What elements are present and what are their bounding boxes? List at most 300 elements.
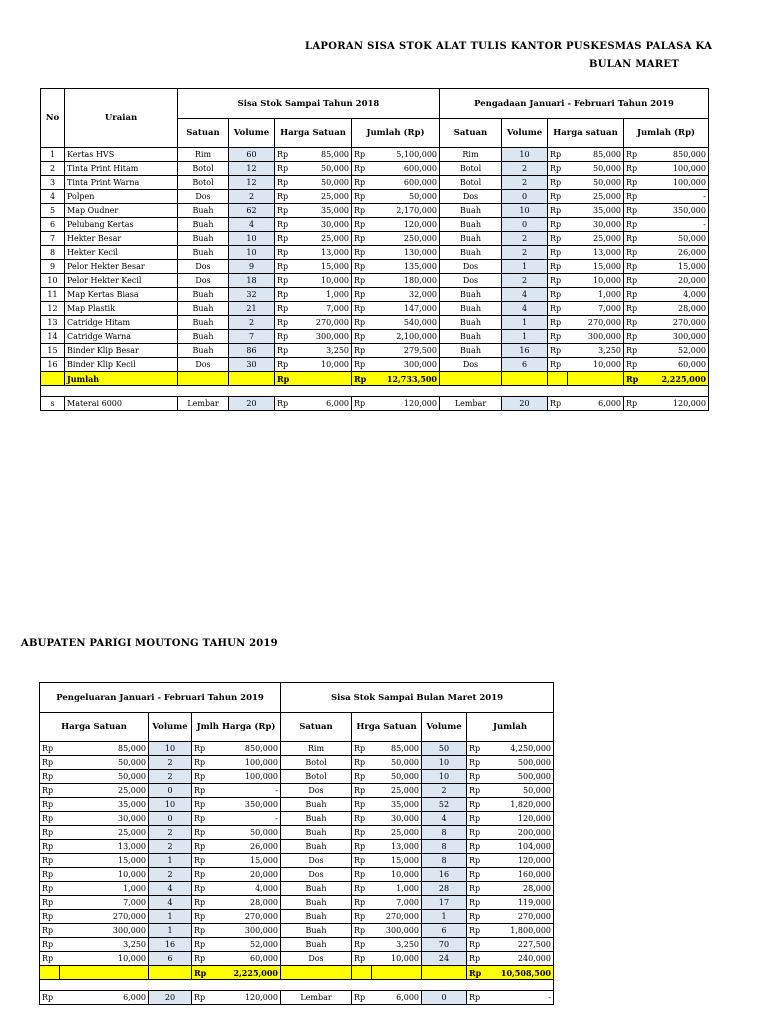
volume: 2 [149, 770, 192, 784]
currency-label: Rp [467, 938, 487, 952]
unit: Buah [178, 316, 229, 330]
unit-price: 1,000 [372, 882, 422, 896]
unit-price: 13,000 [568, 246, 624, 260]
unit-price: 1,000 [295, 288, 352, 302]
unit: Lembar [281, 991, 352, 1005]
volume: 8 [422, 826, 467, 840]
amount: 119,000 [487, 896, 554, 910]
report-title-continued: ABUPATEN PARIGI MOUTONG TAHUN 2019 [21, 638, 278, 649]
unit-price: 10,000 [568, 274, 624, 288]
currency-label: Rp [352, 868, 372, 882]
amount: 50,000 [372, 190, 440, 204]
empty-cell [40, 980, 554, 991]
amount: 100,000 [644, 176, 709, 190]
amount: 15,000 [644, 260, 709, 274]
currency-label: Rp [352, 302, 372, 316]
unit: Buah [178, 330, 229, 344]
empty-cell [178, 372, 229, 386]
volume: 2 [149, 826, 192, 840]
currency-label: Rp [548, 204, 568, 218]
unit: Dos [281, 952, 352, 966]
amount: 4,000 [644, 288, 709, 302]
currency-label: Rp [548, 176, 568, 190]
header-harga-satuan: Harga Satuan [40, 713, 149, 742]
unit-price: 15,000 [295, 260, 352, 274]
amount: 300,000 [212, 924, 281, 938]
unit-price: 25,000 [60, 826, 149, 840]
row-number: 4 [41, 190, 65, 204]
currency-label: Rp [467, 991, 487, 1005]
currency-label: Rp [275, 148, 295, 162]
currency-label: Rp [467, 798, 487, 812]
volume: 20 [502, 397, 548, 411]
volume: 1 [422, 910, 467, 924]
table-row [40, 770, 554, 784]
table-row [41, 232, 709, 246]
volume: 1 [502, 330, 548, 344]
table-row [41, 246, 709, 260]
unit-price: 35,000 [60, 798, 149, 812]
item-name: Map Oudner [65, 204, 178, 218]
volume: 2 [149, 840, 192, 854]
unit-price: 15,000 [60, 854, 149, 868]
currency-label: Rp [467, 784, 487, 798]
header-volume: Volume [502, 119, 548, 148]
empty-cell [422, 966, 467, 980]
unit-price: 7,000 [568, 302, 624, 316]
unit: Lembar [440, 397, 502, 411]
volume: 7 [229, 330, 275, 344]
table-row [41, 358, 709, 372]
unit: Rim [178, 148, 229, 162]
unit-price: 1,000 [60, 882, 149, 896]
spacer-row [41, 386, 709, 397]
volume: 10 [502, 204, 548, 218]
amount: 270,000 [212, 910, 281, 924]
amount: 300,000 [644, 330, 709, 344]
unit: Lembar [178, 397, 229, 411]
unit-price: 13,000 [60, 840, 149, 854]
currency-label: Rp [352, 854, 372, 868]
amount: 180,000 [372, 274, 440, 288]
amount: 52,000 [644, 344, 709, 358]
unit-price: 270,000 [568, 316, 624, 330]
currency-label: Rp [352, 826, 372, 840]
header-hrga-satuan: Hrga Satuan [352, 713, 422, 742]
amount: 1,800,000 [487, 924, 554, 938]
amount: - [644, 218, 709, 232]
currency-label: Rp [192, 952, 212, 966]
volume: 4 [149, 882, 192, 896]
currency-label: Rp [192, 924, 212, 938]
volume: 18 [229, 274, 275, 288]
volume: 12 [229, 176, 275, 190]
unit-price: 1,000 [568, 288, 624, 302]
volume: 70 [422, 938, 467, 952]
amount: 120,000 [487, 812, 554, 826]
unit: Dos [440, 274, 502, 288]
row-number: 9 [41, 260, 65, 274]
total-amount: 2,225,000 [212, 966, 281, 980]
total-row [41, 372, 709, 386]
volume: 2 [149, 868, 192, 882]
total-amount: 12,733,500 [372, 372, 440, 386]
table-row [40, 812, 554, 826]
currency-label: Rp [40, 938, 60, 952]
amount: 500,000 [487, 756, 554, 770]
currency-label: Rp [352, 204, 372, 218]
volume: 0 [149, 812, 192, 826]
unit: Botol [178, 176, 229, 190]
volume: 10 [149, 742, 192, 756]
table-row [41, 330, 709, 344]
currency-label: Rp [624, 344, 644, 358]
unit: Dos [281, 784, 352, 798]
amount: 250,000 [372, 232, 440, 246]
unit: Botol [440, 162, 502, 176]
row-number: 5 [41, 204, 65, 218]
currency-label: Rp [548, 260, 568, 274]
unit: Buah [281, 826, 352, 840]
unit-price: 50,000 [372, 770, 422, 784]
currency-label: Rp [192, 938, 212, 952]
currency-label: Rp [192, 868, 212, 882]
currency-label: Rp [352, 840, 372, 854]
unit: Dos [440, 358, 502, 372]
currency-label: Rp [548, 302, 568, 316]
currency-label: Rp [192, 966, 212, 980]
currency-label: Rp [467, 854, 487, 868]
volume: 4 [149, 896, 192, 910]
unit-price: 85,000 [295, 148, 352, 162]
header-jmlh-harga: Jmlh Harga (Rp) [192, 713, 281, 742]
unit: Buah [178, 246, 229, 260]
unit-price: 25,000 [568, 190, 624, 204]
amount: 120,000 [487, 854, 554, 868]
currency-label: Rp [352, 770, 372, 784]
amount: 15,000 [212, 854, 281, 868]
currency-label: Rp [352, 218, 372, 232]
unit-price: 270,000 [372, 910, 422, 924]
volume: 6 [502, 358, 548, 372]
table-row [40, 756, 554, 770]
report-subtitle: BULAN MARET [589, 59, 680, 70]
unit-price: 30,000 [60, 812, 149, 826]
currency-label: Rp [40, 896, 60, 910]
volume: 10 [422, 756, 467, 770]
unit: Buah [440, 204, 502, 218]
currency-label: Rp [548, 162, 568, 176]
currency-label: Rp [352, 148, 372, 162]
table-row [40, 742, 554, 756]
unit: Dos [178, 358, 229, 372]
currency-label: Rp [40, 826, 60, 840]
amount: 600,000 [372, 176, 440, 190]
amount: 270,000 [644, 316, 709, 330]
unit: Dos [440, 260, 502, 274]
materai-row [40, 991, 554, 1005]
volume: 32 [229, 288, 275, 302]
currency-label: Rp [467, 868, 487, 882]
amount: 350,000 [644, 204, 709, 218]
currency-label: Rp [352, 232, 372, 246]
volume: 10 [149, 798, 192, 812]
amount: 20,000 [212, 868, 281, 882]
volume: 16 [149, 938, 192, 952]
table-row [41, 204, 709, 218]
amount: 20,000 [644, 274, 709, 288]
row-number: s [41, 397, 65, 411]
currency-label: Rp [352, 372, 372, 386]
currency-label: Rp [352, 397, 372, 411]
item-name: Pelor Hekter Besar [65, 260, 178, 274]
currency-label: Rp [275, 344, 295, 358]
amount: 2,100,000 [372, 330, 440, 344]
item-name: Catridge Warna [65, 330, 178, 344]
currency-label: Rp [192, 840, 212, 854]
header-volume: Volume [149, 713, 192, 742]
volume: 62 [229, 204, 275, 218]
currency-label: Rp [192, 798, 212, 812]
currency-label: Rp [275, 358, 295, 372]
currency-label: Rp [467, 770, 487, 784]
currency-label: Rp [40, 924, 60, 938]
header-jumlah: Jumlah (Rp) [352, 119, 440, 148]
volume: 2 [229, 316, 275, 330]
volume: 4 [502, 302, 548, 316]
unit: Buah [178, 344, 229, 358]
currency-label: Rp [624, 190, 644, 204]
unit: Buah [281, 910, 352, 924]
unit: Botol [281, 770, 352, 784]
currency-label: Rp [275, 316, 295, 330]
amount: 32,000 [372, 288, 440, 302]
unit-price: 50,000 [295, 162, 352, 176]
volume: 0 [149, 784, 192, 798]
volume: 4 [422, 812, 467, 826]
unit-price: 10,000 [60, 868, 149, 882]
unit-price: 270,000 [295, 316, 352, 330]
item-name: Pelubang Kertas [65, 218, 178, 232]
item-name: Hekter Besar [65, 232, 178, 246]
currency-label: Rp [275, 190, 295, 204]
unit-price: 25,000 [295, 232, 352, 246]
currency-label: Rp [352, 176, 372, 190]
amount: 5,100,000 [372, 148, 440, 162]
currency-label: Rp [467, 742, 487, 756]
currency-label: Rp [192, 784, 212, 798]
currency-label: Rp [352, 742, 372, 756]
unit-price: 6,000 [60, 991, 149, 1005]
unit-price: 10,000 [295, 274, 352, 288]
header-harga-satuan: Harga satuan [548, 119, 624, 148]
currency-label: Rp [624, 246, 644, 260]
amount: 279,500 [372, 344, 440, 358]
currency-label: Rp [192, 770, 212, 784]
table-row [41, 302, 709, 316]
currency-label: Rp [275, 218, 295, 232]
currency-label: Rp [192, 991, 212, 1005]
currency-label: Rp [40, 798, 60, 812]
unit-price: 50,000 [568, 176, 624, 190]
spacer-row [40, 980, 554, 991]
header-uraian: Uraian [65, 89, 178, 148]
item-name: Map Plastik [65, 302, 178, 316]
report-title: LAPORAN SISA STOK ALAT TULIS KANTOR PUSKESMAS PALASA KA [305, 41, 713, 52]
currency-label: Rp [275, 176, 295, 190]
volume: 2 [229, 190, 275, 204]
unit-price: 30,000 [372, 812, 422, 826]
amount: 850,000 [212, 742, 281, 756]
currency-label: Rp [352, 952, 372, 966]
amount: 28,000 [212, 896, 281, 910]
amount: 60,000 [644, 358, 709, 372]
currency-label: Rp [624, 218, 644, 232]
unit-price: 6,000 [295, 397, 352, 411]
volume: 2 [502, 162, 548, 176]
amount: 50,000 [487, 784, 554, 798]
table-row [41, 148, 709, 162]
unit-price: 270,000 [60, 910, 149, 924]
currency-label: Rp [548, 330, 568, 344]
currency-label: Rp [548, 274, 568, 288]
amount: 52,000 [212, 938, 281, 952]
header-pengadaan: Pengadaan Januari - Februari Tahun 2019 [440, 89, 709, 119]
table-row [40, 952, 554, 966]
currency-label: Rp [467, 924, 487, 938]
header-sisa-stok-2018: Sisa Stok Sampai Tahun 2018 [178, 89, 440, 119]
header-jumlah: Jumlah (Rp) [624, 119, 709, 148]
amount: 350,000 [212, 798, 281, 812]
unit: Dos [178, 190, 229, 204]
currency-label: Rp [548, 232, 568, 246]
currency-label: Rp [548, 190, 568, 204]
unit-price: 6,000 [372, 991, 422, 1005]
volume: 30 [229, 358, 275, 372]
total-amount: 10,508,500 [487, 966, 554, 980]
currency-label: Rp [275, 260, 295, 274]
currency-label: Rp [624, 358, 644, 372]
currency-label: Rp [275, 302, 295, 316]
empty-cell [502, 372, 548, 386]
volume: 2 [149, 756, 192, 770]
currency-label: Rp [352, 991, 372, 1005]
unit-price: 85,000 [568, 148, 624, 162]
amount: 540,000 [372, 316, 440, 330]
currency-label: Rp [624, 232, 644, 246]
amount: 100,000 [644, 162, 709, 176]
stock-table-part1 [40, 88, 709, 411]
currency-label: Rp [40, 812, 60, 826]
currency-label: Rp [352, 882, 372, 896]
header-no: No [41, 89, 65, 148]
volume: 1 [149, 854, 192, 868]
currency-label: Rp [275, 274, 295, 288]
currency-label: Rp [624, 288, 644, 302]
currency-label: Rp [352, 896, 372, 910]
table-row [40, 840, 554, 854]
currency-label: Rp [352, 316, 372, 330]
total-amount: 2,225,000 [644, 372, 709, 386]
unit-price: 15,000 [568, 260, 624, 274]
volume: 10 [229, 232, 275, 246]
volume: 4 [229, 218, 275, 232]
currency-label: Rp [275, 246, 295, 260]
currency-label: Rp [624, 274, 644, 288]
empty-cell [281, 966, 352, 980]
table-row [40, 798, 554, 812]
table-row [40, 896, 554, 910]
amount: 160,000 [487, 868, 554, 882]
volume: 9 [229, 260, 275, 274]
currency-label: Rp [40, 840, 60, 854]
currency-label: Rp [352, 288, 372, 302]
currency-label: Rp [467, 910, 487, 924]
amount: 100,000 [212, 756, 281, 770]
row-number: 16 [41, 358, 65, 372]
unit: Buah [440, 218, 502, 232]
unit-price: 25,000 [60, 784, 149, 798]
currency-label: Rp [467, 952, 487, 966]
currency-label: Rp [40, 756, 60, 770]
unit-price: 85,000 [372, 742, 422, 756]
currency-label: Rp [192, 742, 212, 756]
volume: 86 [229, 344, 275, 358]
unit-price: 50,000 [568, 162, 624, 176]
currency-label: Rp [352, 246, 372, 260]
header-volume: Volume [229, 119, 275, 148]
volume: 24 [422, 952, 467, 966]
unit: Buah [281, 840, 352, 854]
currency-label: Rp [352, 344, 372, 358]
currency-label: Rp [40, 910, 60, 924]
volume: 52 [422, 798, 467, 812]
amount: 28,000 [487, 882, 554, 896]
unit-price: 50,000 [295, 176, 352, 190]
volume: 2 [502, 274, 548, 288]
unit: Buah [281, 798, 352, 812]
amount: 4,000 [212, 882, 281, 896]
amount: 1,820,000 [487, 798, 554, 812]
volume: 4 [502, 288, 548, 302]
currency-label: Rp [192, 910, 212, 924]
unit: Buah [281, 812, 352, 826]
unit-price: 50,000 [60, 770, 149, 784]
unit: Dos [178, 260, 229, 274]
row-number: 13 [41, 316, 65, 330]
currency-label: Rp [275, 288, 295, 302]
empty-cell [548, 372, 568, 386]
currency-label: Rp [624, 330, 644, 344]
currency-label: Rp [352, 274, 372, 288]
unit: Dos [281, 854, 352, 868]
unit: Rim [281, 742, 352, 756]
amount: - [212, 784, 281, 798]
amount: 500,000 [487, 770, 554, 784]
currency-label: Rp [467, 896, 487, 910]
row-number: 14 [41, 330, 65, 344]
table-row [41, 162, 709, 176]
currency-label: Rp [467, 756, 487, 770]
currency-label: Rp [275, 204, 295, 218]
currency-label: Rp [548, 316, 568, 330]
unit-price: 300,000 [295, 330, 352, 344]
unit-price: 7,000 [60, 896, 149, 910]
volume: 8 [422, 854, 467, 868]
amount: 120,000 [372, 397, 440, 411]
item-name: Catridge Hitam [65, 316, 178, 330]
unit-price: 7,000 [295, 302, 352, 316]
